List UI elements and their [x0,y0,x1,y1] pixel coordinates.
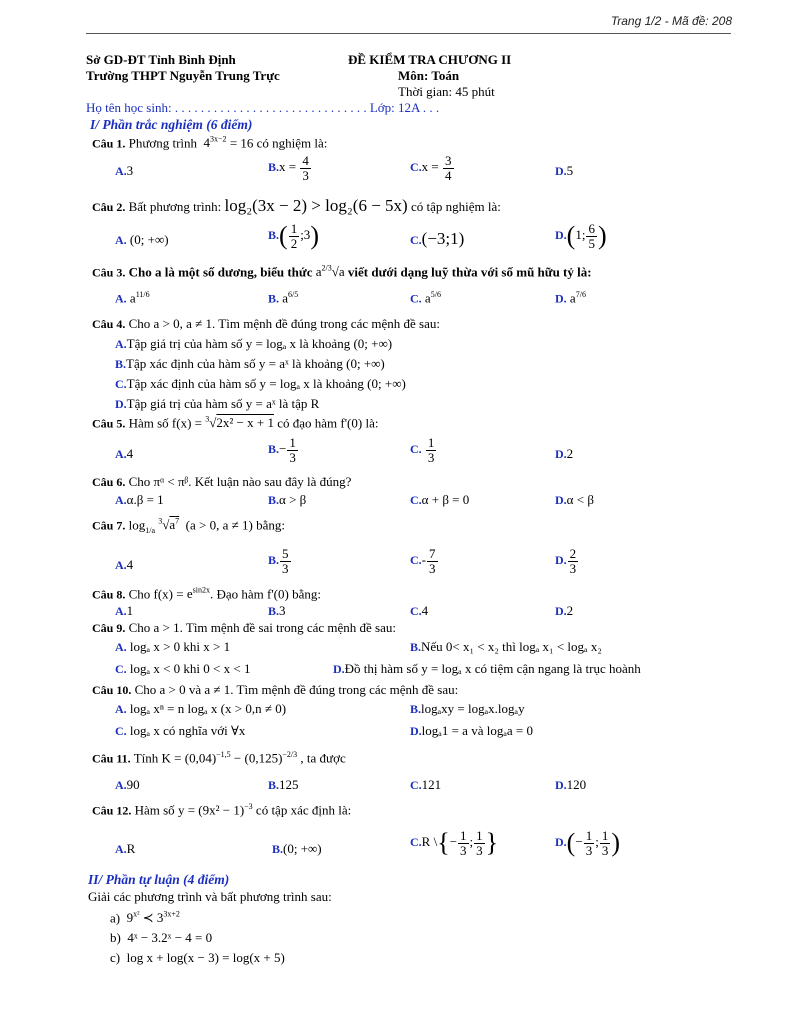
q10-option-b[interactable]: B.logₐxy = logₐx.logₐy [410,701,525,716]
section2-title: II/ Phần tự luận (4 điểm) [88,872,230,887]
q11-option-d[interactable]: D.120 [555,777,587,792]
q10-option-a[interactable]: A. logₐ xⁿ = n logₐ x (x > 0,n ≠ 0) [115,701,287,716]
q8-option-b[interactable]: B.3 [268,603,286,618]
q2-option-d[interactable]: D.(1; $\frac{6}{5}$ ) [555,221,607,251]
subject: Môn: Toán [398,68,460,83]
essay-c: c) log x + log(x − 3) = log(x + 5) [110,950,285,965]
q10-option-c[interactable]: C. logₐ x có nghĩa với ∀x [115,723,246,738]
question-6: Câu 6. Cho πᵅ < πᵝ. Kết luận nào sau đây là đúng? [92,474,352,489]
q4-option-c[interactable]: C.Tập xác định của hàm số y = logₐ x là khoảng (0; +∞) [115,376,406,391]
question-10: Câu 10. Cho a > 0 và a ≠ 1. Tìm mệnh đề đúng trong các mệnh đề sau: [92,682,459,697]
q7-option-a[interactable]: A.4 [115,557,134,572]
question-3: Câu 3. Cho a là một số dương, biểu thức $a^{2/3}√a$ viết dưới dạng luỹ thừa với số mũ hữu tỷ là: [92,264,592,280]
q4-option-a[interactable]: A.Tập giá trị của hàm số y = logₐ x là khoảng (0; +∞) [115,336,393,351]
question-5: Câu 5. Hàm số f(x) = $^3$√2x² − x + 1 có đạo hàm f'(0) là: [92,415,379,431]
q3-option-a[interactable]: A. $a^{11/6}$ [115,290,150,306]
q5-option-c[interactable]: C. $\frac{1}{3}$ [410,435,435,465]
q11-option-a[interactable]: A.90 [115,777,140,792]
essay-a: a) $9^{x^2}$ ≺ $3^{3x+2}$ [110,910,180,926]
q4-option-b[interactable]: B.Tập xác định của hàm số y = aˣ là khoảng (0; +∞) [115,356,385,371]
q2-option-b[interactable]: B.( $\frac{1}{2}$ ;3) [268,221,319,251]
question-2: Câu 2. Bất phương trình: log₂(3x − 2) > log₂(6 − 5x) có tập nghiệm là: [92,196,501,215]
header-divider [86,33,731,34]
q9-option-b[interactable]: B.Nếu 0< x₁ < x₂ thì logₐ x₁ < logₐ x₂ [410,639,602,654]
school-name: Trường THPT Nguyễn Trung Trực [86,68,280,83]
q5-option-a[interactable]: A.4 [115,446,134,461]
q7-option-d[interactable]: D. $\frac{2}{3}$ [555,546,577,576]
question-1: Câu 1. Phương trình $4^{3x-2} = 16$ có nghiệm là: [92,135,328,151]
q12-option-a[interactable]: A.R [115,841,136,856]
q9-option-a[interactable]: A. logₐ x > 0 khi x > 1 [115,639,231,654]
q12-option-d[interactable]: D.(− $\frac{1}{3}$ ; $\frac{1}{3}$ ) [555,828,620,858]
q2-option-c[interactable]: C.(−3;1) [410,229,465,248]
q12-option-b[interactable]: B.(0; +∞) [272,841,322,856]
question-8: Câu 8. Cho $f(x) = e^{sin2x}$. Đạo hàm f'(0) bằng: [92,586,321,602]
q3-option-c[interactable]: C. $a^{5/6}$ [410,290,441,306]
q1-option-d[interactable]: D.5 [555,163,574,178]
section2-intro: Giải các phương trình và bất phương trình sau: [88,889,332,904]
q11-option-c[interactable]: C.121 [410,777,442,792]
q6-option-b[interactable]: B.α > β [268,492,307,507]
q8-option-c[interactable]: C.4 [410,603,429,618]
q11-option-b[interactable]: B.125 [268,777,299,792]
q9-option-d[interactable]: D.Đồ thị hàm số y = logₐ x có tiệm cận ngang là trục hoành [333,661,641,676]
dept-name: Sở GD-ĐT Tỉnh Bình Định [86,52,236,67]
question-7: Câu 7. $\log_{1/a} ^3√a^7$ (a > 0, a ≠ 1) bằng: [92,517,285,535]
q8-option-a[interactable]: A.1 [115,603,134,618]
q3-option-b[interactable]: B. $a^{6/5}$ [268,290,299,306]
essay-b: b) 4ˣ − 3.2ˣ − 4 = 0 [110,930,213,945]
q12-option-c[interactable]: C.R \{− $\frac{1}{3}$ ; $\frac{1}{3}$ } [410,828,499,858]
q6-option-d[interactable]: D.α < β [555,492,594,507]
q2-option-a[interactable]: A. (0; +∞) [115,232,169,247]
exam-time: Thời gian: 45 phút [398,84,495,99]
student-info-line: Họ tên học sinh: . . . . . . . . . . . . . . . . . . . . . . . . . . . . . . Lớp: 12A . . . [86,100,440,115]
question-12: Câu 12. Hàm số $y = (9x^2 - 1)^{-3}$ có tập xác định là: [92,802,352,818]
q3-option-d[interactable]: D. $a^{7/6}$ [555,290,586,306]
q6-option-a[interactable]: A.α.β = 1 [115,492,164,507]
q8-option-d[interactable]: D.2 [555,603,574,618]
q7-option-b[interactable]: B. $\frac{5}{3}$ [268,546,289,576]
q5-option-d[interactable]: D.2 [555,446,574,461]
q7-option-c[interactable]: C.- $\frac{7}{3}$ [410,546,436,576]
q4-option-d[interactable]: D.Tập giá trị của hàm số y = aˣ là tập R [115,396,320,411]
q9-option-c[interactable]: C. logₐ x < 0 khi 0 < x < 1 [115,661,251,676]
page-code: Trang 1/2 - Mã đề: 208 [610,14,732,28]
question-11: Câu 11. Tính $K = (0,04)^{-1,5} - (0,125)^{-2/3}$ , ta được [92,750,346,766]
question-4: Câu 4. Cho a > 0, a ≠ 1. Tìm mệnh đề đúng trong các mệnh đề sau: [92,316,440,331]
q6-option-c[interactable]: C.α + β = 0 [410,492,470,507]
section1-title: I/ Phần trắc nghiệm (6 điểm) [90,117,253,132]
exam-title: ĐỀ KIỂM TRA CHƯƠNG II [348,52,512,67]
question-9: Câu 9. Cho a > 1. Tìm mệnh đề sai trong các mệnh đề sau: [92,620,396,635]
q1-option-c[interactable]: C.x = $\frac{3}{4}$ [410,153,452,183]
q1-option-b[interactable]: B.x = $\frac{4}{3}$ [268,153,309,183]
q1-option-a[interactable]: A.3 [115,163,134,178]
q5-option-b[interactable]: B.− $\frac{1}{3}$ [268,435,296,465]
q10-option-d[interactable]: D.logₐ1 = a và logₐa = 0 [410,723,533,738]
